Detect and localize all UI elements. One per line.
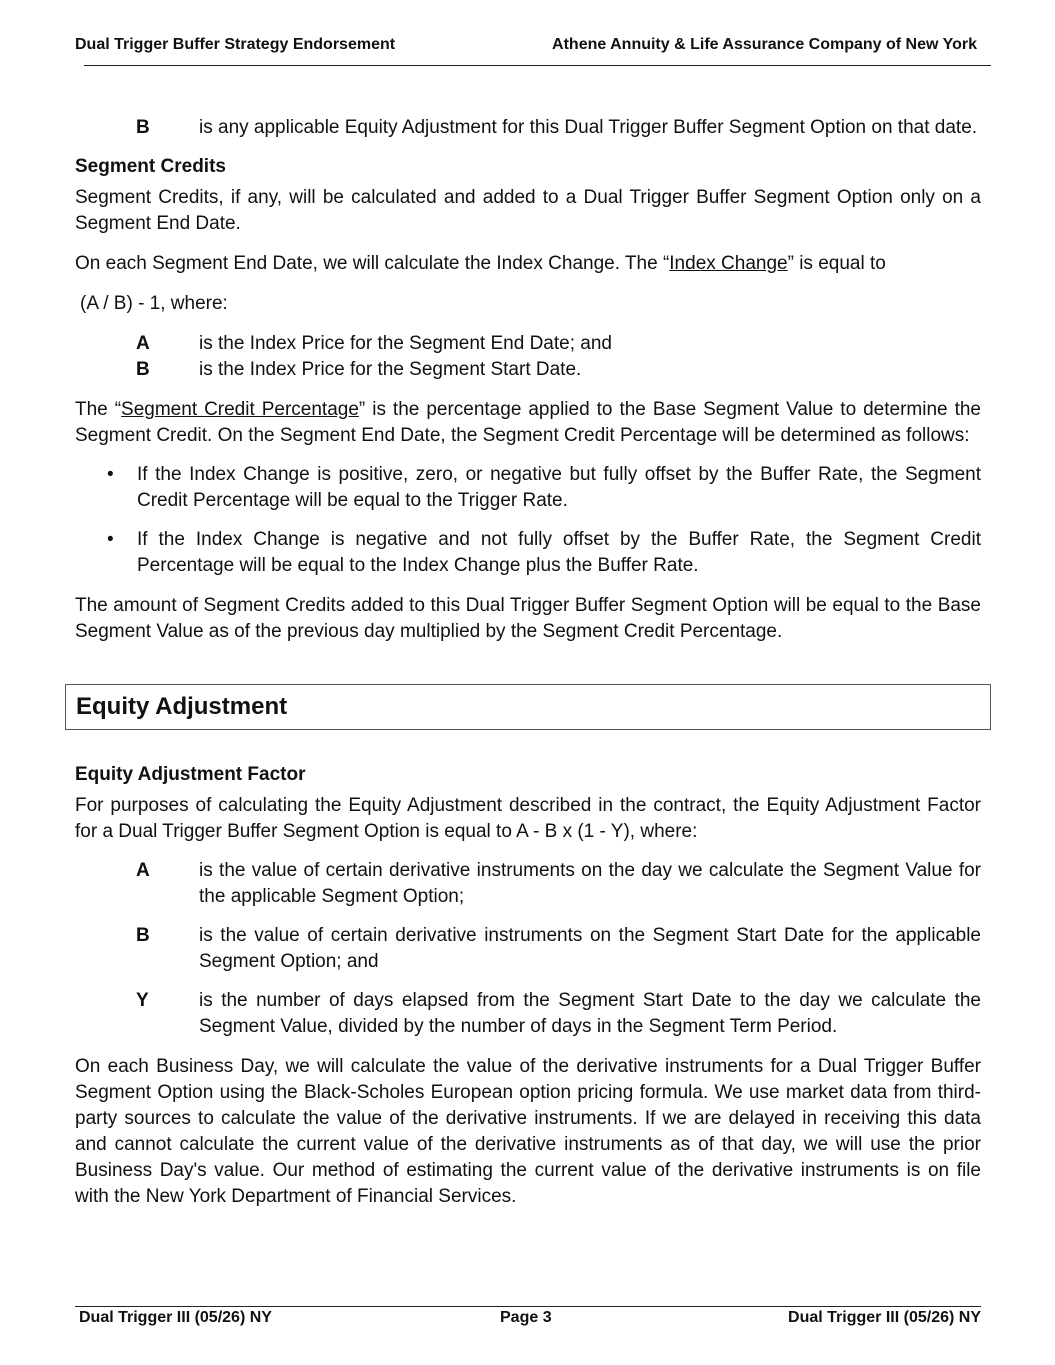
definition-row [75,858,981,910]
definition-letter: B [136,359,150,380]
definition-row [75,357,981,383]
index-change-term: Index Change [669,253,788,274]
definition-text: is the value of certain derivative instruments on the Segment Start Date for the applicable Segment Option; and [199,925,981,972]
segment-credits-para-3: The “Segment Credit Percentage” is the percentage applied to the Base Segment Value to determine the Segment Credit. On the Segment End Date, the Segment Credit Percentage will be determined as follows: [75,399,981,446]
index-change-formula: (A / B) - 1, where: [80,293,228,314]
definition-letter: B [136,925,150,946]
page-header [75,36,981,56]
segment-credits-para-2: On each Segment End Date, we will calculate the Index Change. The “Index Change” is equal to [75,253,886,274]
definition-text: is the Index Price for the Segment End Date; and [199,333,612,354]
equity-adjustment-section-title: Equity Adjustment [65,684,991,730]
definition-row [75,923,981,975]
definition-letter: Y [136,990,149,1011]
footer-form-number-right: Dual Trigger III (05/26) NY [788,1309,981,1326]
segment-credit-percentage-term: Segment Credit Percentage [121,399,359,420]
definition-row [75,988,981,1040]
equity-adjustment-para-2: On each Business Day, we will calculate the value of the derivative instruments for a Dual Trigger Buffer Segment Option using the Black-Scholes European option pricing formula. We use market data from third-party sources to calculate the value of the derivative instruments. If we are delayed in receiving this data and cannot calculate the current value of the derivative instruments as of that day, we will use the prior Business Day's value. Our method of estimating the current value of the derivative instruments is on file with the New York Department of Financial Services. [75,1056,981,1207]
definition-text: is the value of certain derivative instruments on the day we calculate the Segment Value for the applicable Segment Option; [199,860,981,907]
index-change-definitions [75,331,981,383]
equity-adjustment-factor-heading: Equity Adjustment Factor [75,764,306,785]
equity-adjustment-term-definition [75,115,981,141]
page-body [75,115,981,1210]
footer-form-number-left: Dual Trigger III (05/26) NY [79,1309,272,1326]
bullet-icon: • [107,529,114,550]
definition-letter: B [136,117,150,138]
bullet-text: If the Index Change is negative and not fully offset by the Buffer Rate, the Segment Credit Percentage will be equal to the Index Change plus the Buffer Rate. [137,529,981,576]
definition-text: is the Index Price for the Segment Start Date. [199,359,582,380]
definition-row [75,331,981,357]
bullet-icon: • [107,464,114,485]
equity-adjustment-para-1: For purposes of calculating the Equity Adjustment described in the contract, the Equity Adjustment Factor for a Dual Trigger Buffer Segment Option is equal to A - B x (1 - Y), where: [75,795,981,842]
header-company-name: Athene Annuity & Life Assurance Company of New York [552,36,977,53]
header-divider [84,65,991,66]
definition-letter: A [136,333,150,354]
bullet-text: If the Index Change is positive, zero, or negative but fully offset by the Buffer Rate, the Segment Credit Percentage will be equal to the Trigger Rate. [137,464,981,511]
footer-divider [75,1306,981,1307]
segment-credits-para-4: The amount of Segment Credits added to this Dual Trigger Buffer Segment Option will be equal to the Base Segment Value as of the previous day multiplied by the Segment Credit Percentage. [75,595,981,642]
definition-text: is the number of days elapsed from the Segment Start Date to the day we calculate the Segment Value, divided by the number of days in the Segment Term Period. [199,990,981,1037]
list-item [75,527,981,579]
segment-credits-heading: Segment Credits [75,156,226,177]
segment-credits-para-1: Segment Credits, if any, will be calculated and added to a Dual Trigger Buffer Segment Option only on a Segment End Date. [75,187,981,234]
page-number: Page 3 [500,1309,552,1326]
header-document-title: Dual Trigger Buffer Strategy Endorsement [75,36,396,53]
page-footer [79,1309,981,1329]
definition-letter: A [136,860,150,881]
list-item [75,462,981,514]
definition-text: is any applicable Equity Adjustment for this Dual Trigger Buffer Segment Option on that date. [199,117,978,138]
